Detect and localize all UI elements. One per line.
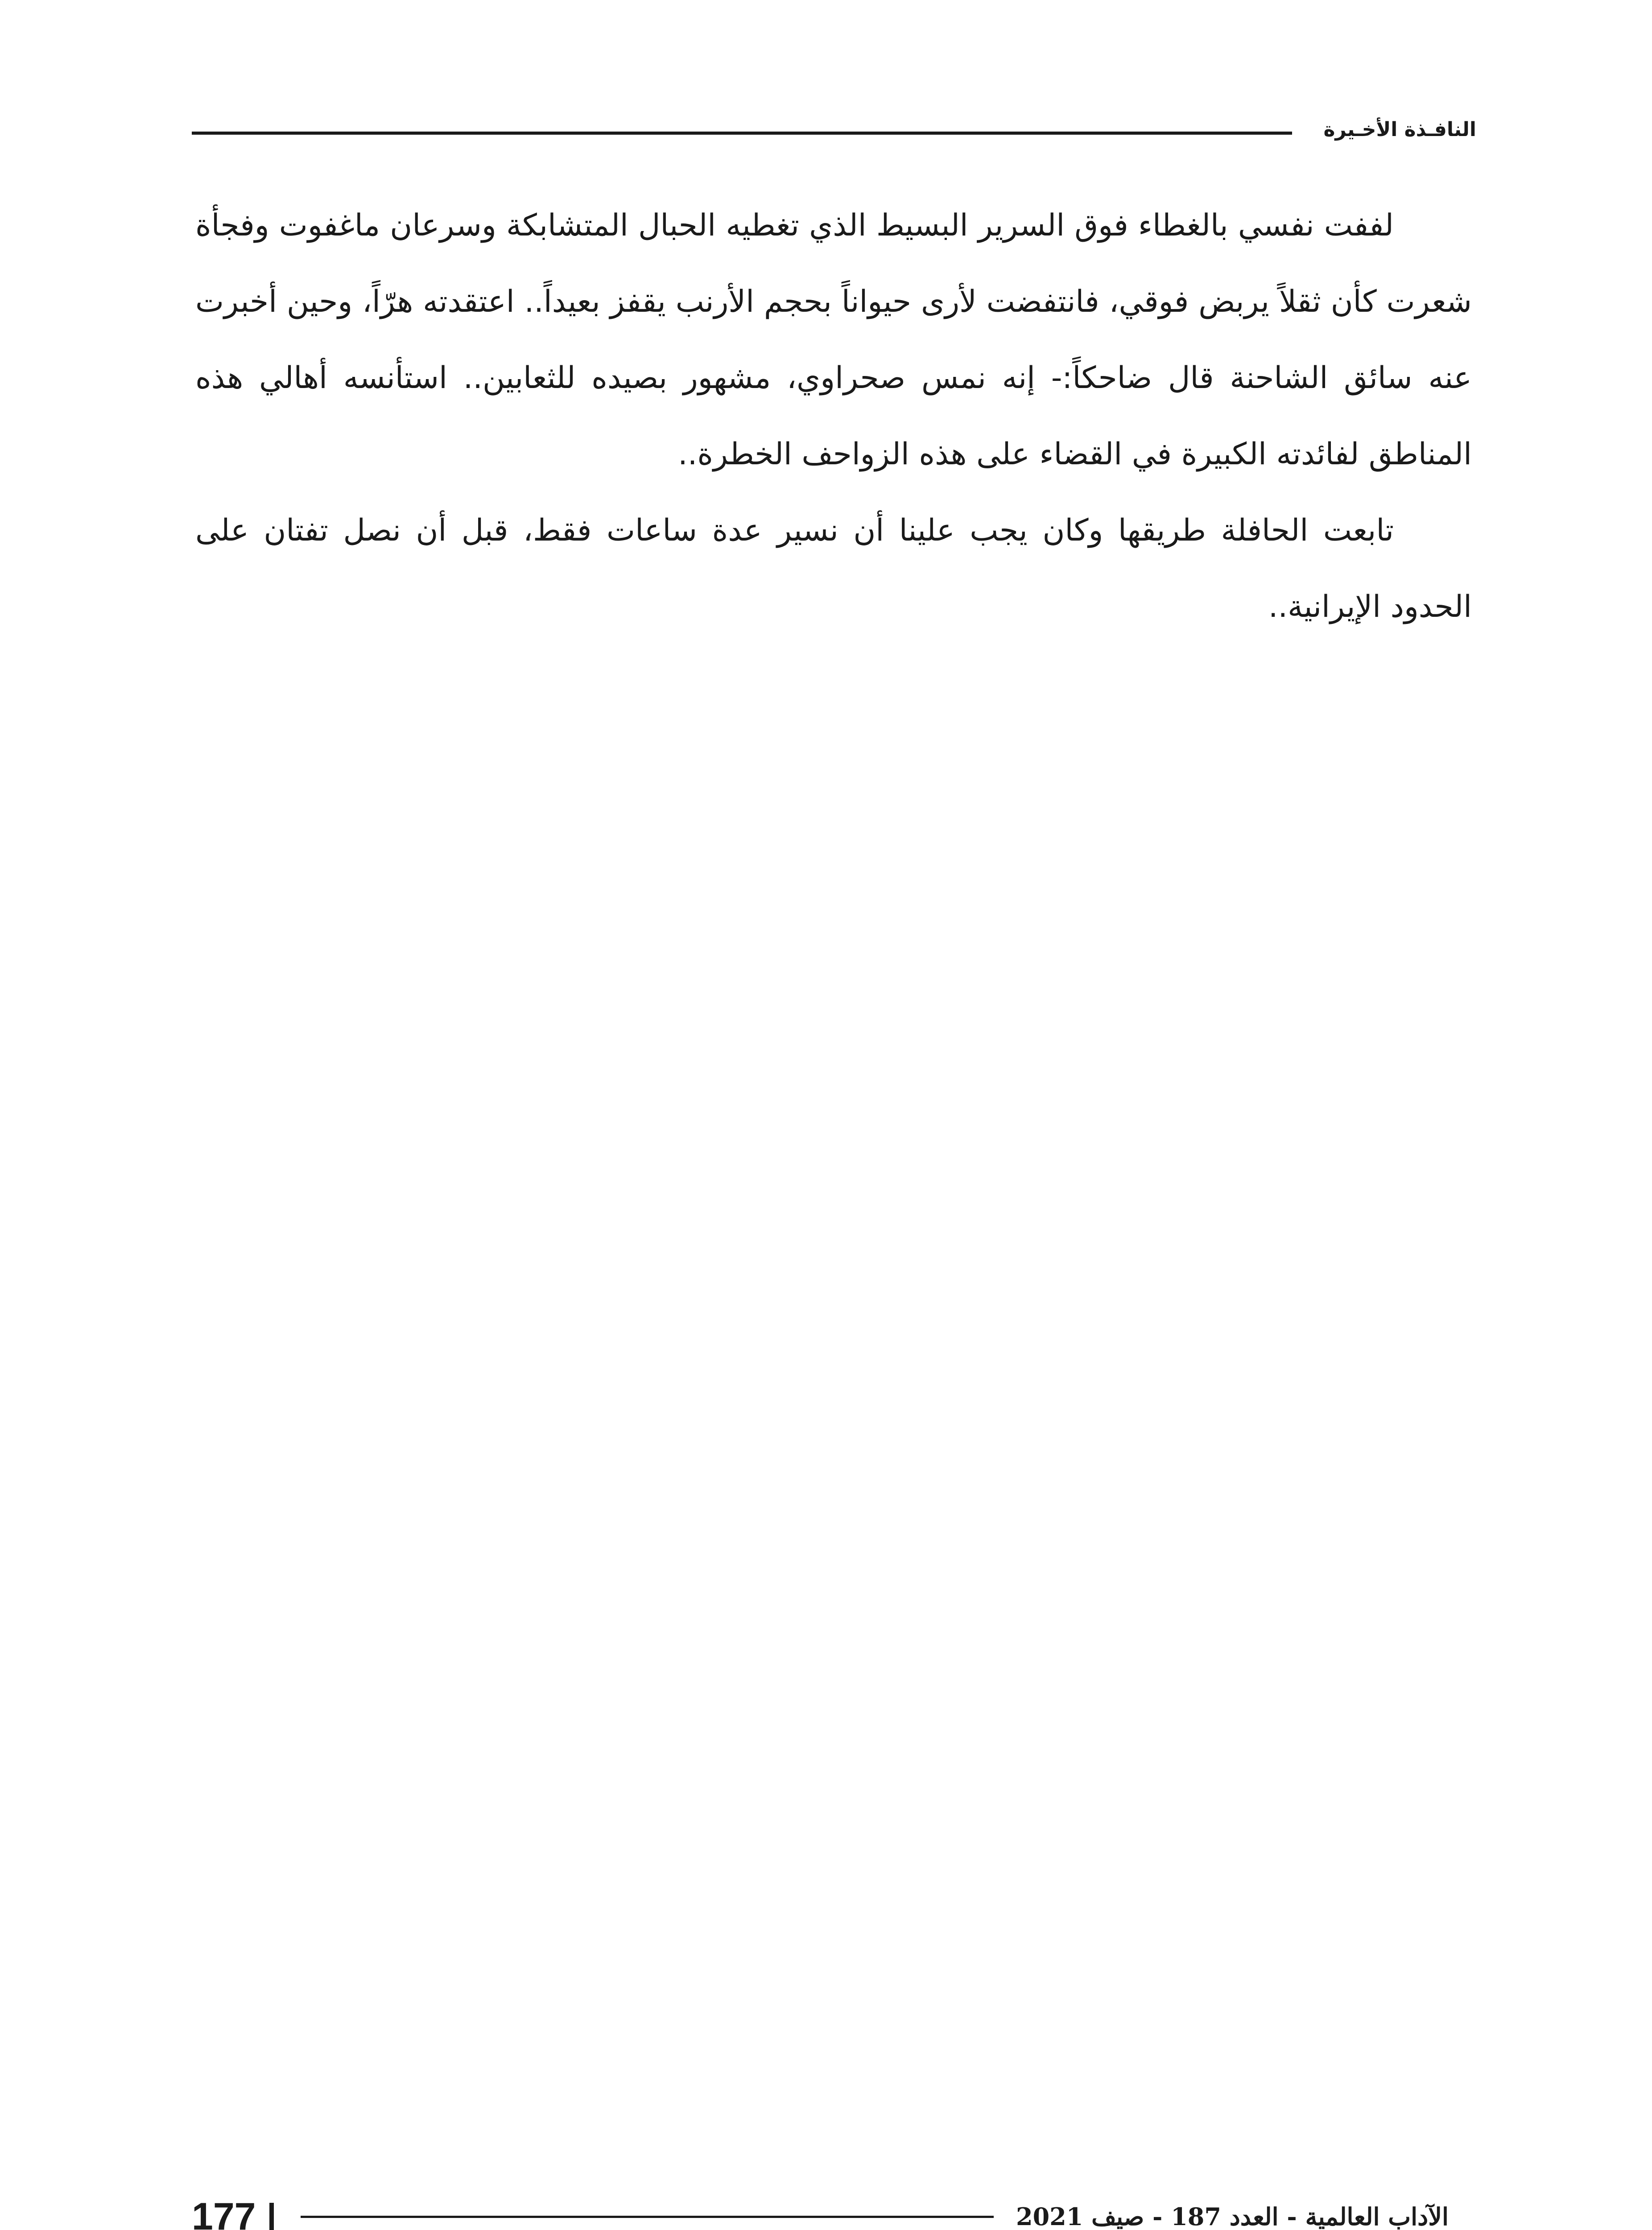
paragraph-1: لففت نفسي بالغطاء فوق السرير البسيط الذي تغطيه الحبال المتشابكة وسرعان ماغفوت وفجأة شعرت كأن ثقلاً يربض فوقي، فانتفضت لأرى حيواناً بحجم الأرنب يقفز بعيداً.. اعتقدته هرّاً، وحين أخبرت عنه سائق الشاحنة قال ضاحكاً:- إنه نمس صحراوي، مشهور بصيده للثعابين.. استأنسه أهالي هذه المناطق لفائدته الكبيرة في القضاء على هذه الزواحف الخطرة.. xyxy=(195,208,1472,472)
page-number: 177 xyxy=(192,2195,256,2230)
running-footer xyxy=(192,2192,1449,2230)
journal-issue-label: الآداب العالمية - العدد 187 - صيف 2021 xyxy=(1016,2202,1449,2230)
article-body xyxy=(195,187,1472,645)
header-rule xyxy=(192,132,1292,135)
footer-rule xyxy=(301,2216,994,2218)
running-header xyxy=(192,112,1476,147)
page-number-separator xyxy=(269,2203,274,2230)
header-title: النافـذة الأخـيرة xyxy=(1323,118,1476,141)
paragraph-2: تابعت الحافلة طريقها وكان يجب علينا أن نسير عدة ساعات فقط، قبل أن نصل تفتان على الحدود الإيرانية.. xyxy=(195,513,1472,624)
